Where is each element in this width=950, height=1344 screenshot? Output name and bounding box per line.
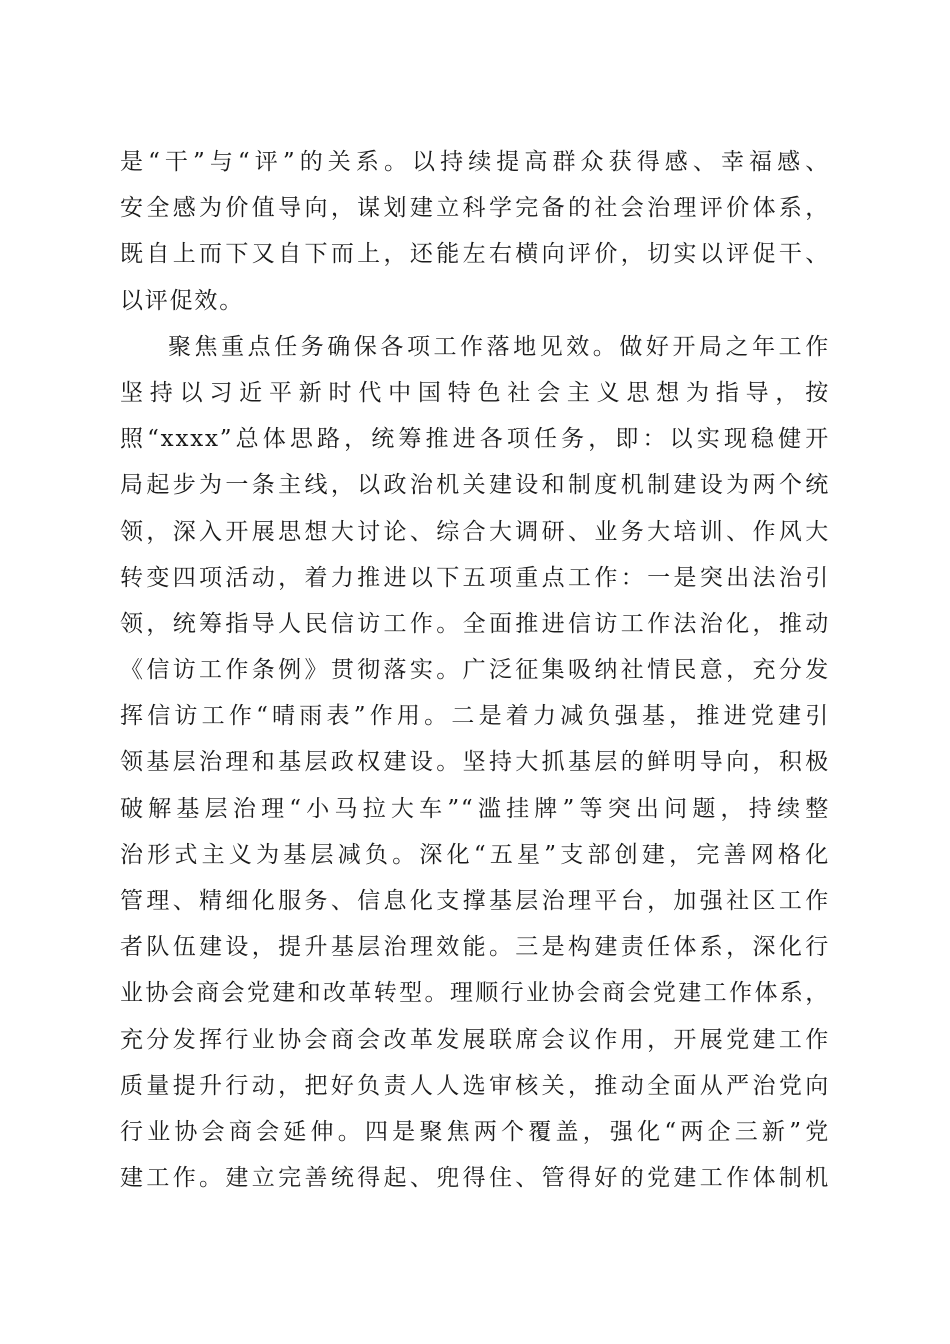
text-line: 破解基层治理“小马拉大车”“滥挂牌”等突出问题，持续整 xyxy=(120,795,830,822)
text-line: 管理、精细化服务、信息化支撑基层治理平台，加强社区工作 xyxy=(120,888,830,914)
paragraph-1 xyxy=(120,139,830,324)
text-line: 质量提升行动，把好负责人人选审核关，推动全面从严治党向 xyxy=(120,1072,830,1099)
document-body xyxy=(120,139,830,1201)
text-line: 治形式主义为基层减负。深化“五星”支部创建，完善网格化 xyxy=(120,841,830,868)
text-line: 照“xxxx”总体思路，统筹推进各项任务，即：以实现稳健开 xyxy=(120,426,830,453)
text-line: 行业协会商会延伸。四是聚焦两个覆盖，强化“两企三新”党 xyxy=(120,1118,830,1145)
text-line: 建工作。建立完善统得起、兜得住、管得好的党建工作体制机 xyxy=(120,1165,830,1192)
text-line: 领基层治理和基层政权建设。坚持大抓基层的鲜明导向，积极 xyxy=(120,749,830,776)
text-line: 既自上而下又自下而上，还能左右横向评价，切实以评促干、 xyxy=(120,241,830,268)
text-line: 业协会商会党建和改革转型。理顺行业协会商会党建工作体系， xyxy=(120,980,830,1007)
text-line: 坚持以习近平新时代中国特色社会主义思想为指导，按 xyxy=(120,379,830,406)
paragraph-2 xyxy=(120,324,830,1202)
text-line: 以评促效。 xyxy=(120,287,244,314)
text-line: 是“干”与“评”的关系。以持续提高群众获得感、幸福感、 xyxy=(120,149,830,175)
text-line: 领，统筹指导人民信访工作。全面推进信访工作法治化，推动 xyxy=(120,610,830,637)
text-line: 聚焦重点任务确保各项工作落地见效。做好开局之年工作 xyxy=(168,333,830,360)
text-line: 者队伍建设，提升基层治理效能。三是构建责任体系，深化行 xyxy=(120,934,830,961)
text-line: 《信访工作条例》贯彻落实。广泛征集吸纳社情民意，充分发 xyxy=(120,657,830,684)
text-line: 领，深入开展思想大讨论、综合大调研、业务大培训、作风大 xyxy=(120,518,830,545)
text-line: 局起步为一条主线，以政治机关建设和制度机制建设为两个统 xyxy=(120,472,830,499)
text-line: 充分发挥行业协会商会改革发展联席会议作用，开展党建工作 xyxy=(120,1026,830,1053)
text-line: 挥信访工作“晴雨表”作用。二是着力减负强基，推进党建引 xyxy=(120,703,830,730)
text-line: 转变四项活动，着力推进以下五项重点工作：一是突出法治引 xyxy=(120,564,830,591)
text-line: 安全感为价值导向，谋划建立科学完备的社会治理评价体系， xyxy=(120,195,830,222)
